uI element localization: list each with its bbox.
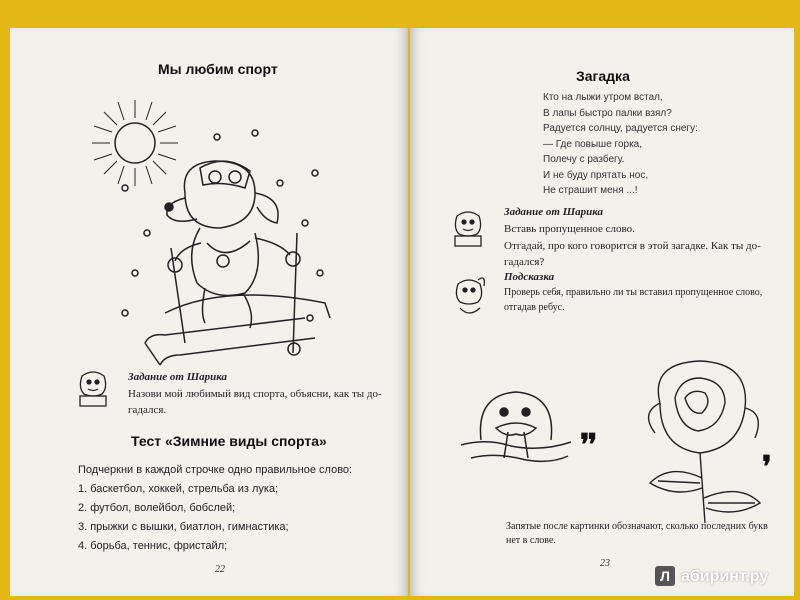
right-task-line-2: Отгадай, про кого говорится в этой загадке. Как ты до- bbox=[504, 240, 761, 252]
footnote-line-1: Запятые после картинки обозначают, сколько последних букв bbox=[506, 521, 768, 532]
walrus-illustration bbox=[456, 380, 576, 470]
poem-line: Не страшит меня ...! bbox=[543, 185, 638, 196]
skiing-dog-illustration bbox=[105, 143, 335, 383]
poem-line: Полечу с разбегу. bbox=[543, 154, 625, 165]
left-page-title: Мы любим спорт bbox=[158, 61, 278, 77]
hint-line-1: Проверь себя, правильно ли ты вставил пропущенное слово, bbox=[504, 287, 763, 298]
page-number-right: 23 bbox=[600, 558, 610, 569]
left-page bbox=[10, 28, 408, 596]
test-item: 3. прыжки с вышки, биатлон, гимнастика; bbox=[78, 521, 289, 533]
watermark-text: абиринт.ру bbox=[681, 568, 769, 585]
poem-line: В лапы быстро палки взял? bbox=[543, 107, 672, 119]
right-task-title: Задание от Шарика bbox=[504, 206, 604, 218]
riddle-poem bbox=[543, 90, 698, 199]
poem-line: — Где повыше горка, bbox=[543, 138, 643, 150]
footnote-line-2: нет в слове. bbox=[506, 535, 556, 546]
test-instruction: Подчеркни в каждой строчке одно правильное слово: bbox=[78, 464, 353, 476]
sharik-icon bbox=[450, 208, 486, 248]
hint-line-2: отгадав ребус. bbox=[504, 302, 565, 313]
rose-illustration bbox=[630, 353, 780, 528]
test-item: 4. борьба, теннис, фристайл; bbox=[78, 540, 228, 552]
left-task-title: Задание от Шарика bbox=[128, 371, 228, 383]
right-task-line-3: гадался? bbox=[504, 256, 545, 268]
test-title: Тест «Зимние виды спорта» bbox=[131, 433, 327, 449]
poem-line: И не буду прятать нос, bbox=[543, 169, 649, 181]
page-number-left: 22 bbox=[215, 564, 225, 575]
right-task-line-1: Вставь пропущенное слово. bbox=[504, 223, 635, 235]
rebus-comma-right: ❜ bbox=[762, 451, 772, 484]
sharik-hint-icon bbox=[450, 274, 488, 318]
hint-title: Подсказка bbox=[504, 271, 555, 283]
poem-line: Кто на лыжи утром встал, bbox=[543, 92, 663, 103]
right-page-title: Загадка bbox=[576, 68, 630, 84]
left-task-text-line-1: Назови мой любимый вид спорта, объясни, как ты до- bbox=[128, 388, 382, 400]
right-page bbox=[410, 28, 794, 596]
labirint-watermark bbox=[655, 566, 795, 588]
left-task-text-line-2: гадался. bbox=[128, 404, 167, 416]
sharik-icon bbox=[74, 368, 112, 408]
test-item: 1. баскетбол, хоккей, стрельба из лука; bbox=[78, 483, 279, 495]
poem-line: Радуется солнцу, радуется снегу: bbox=[543, 123, 698, 134]
rebus-commas-left: ❜❜ bbox=[580, 429, 596, 462]
test-item: 2. футбол, волейбол, бобслей; bbox=[78, 502, 236, 514]
labirint-logo-icon: Л bbox=[655, 566, 675, 586]
